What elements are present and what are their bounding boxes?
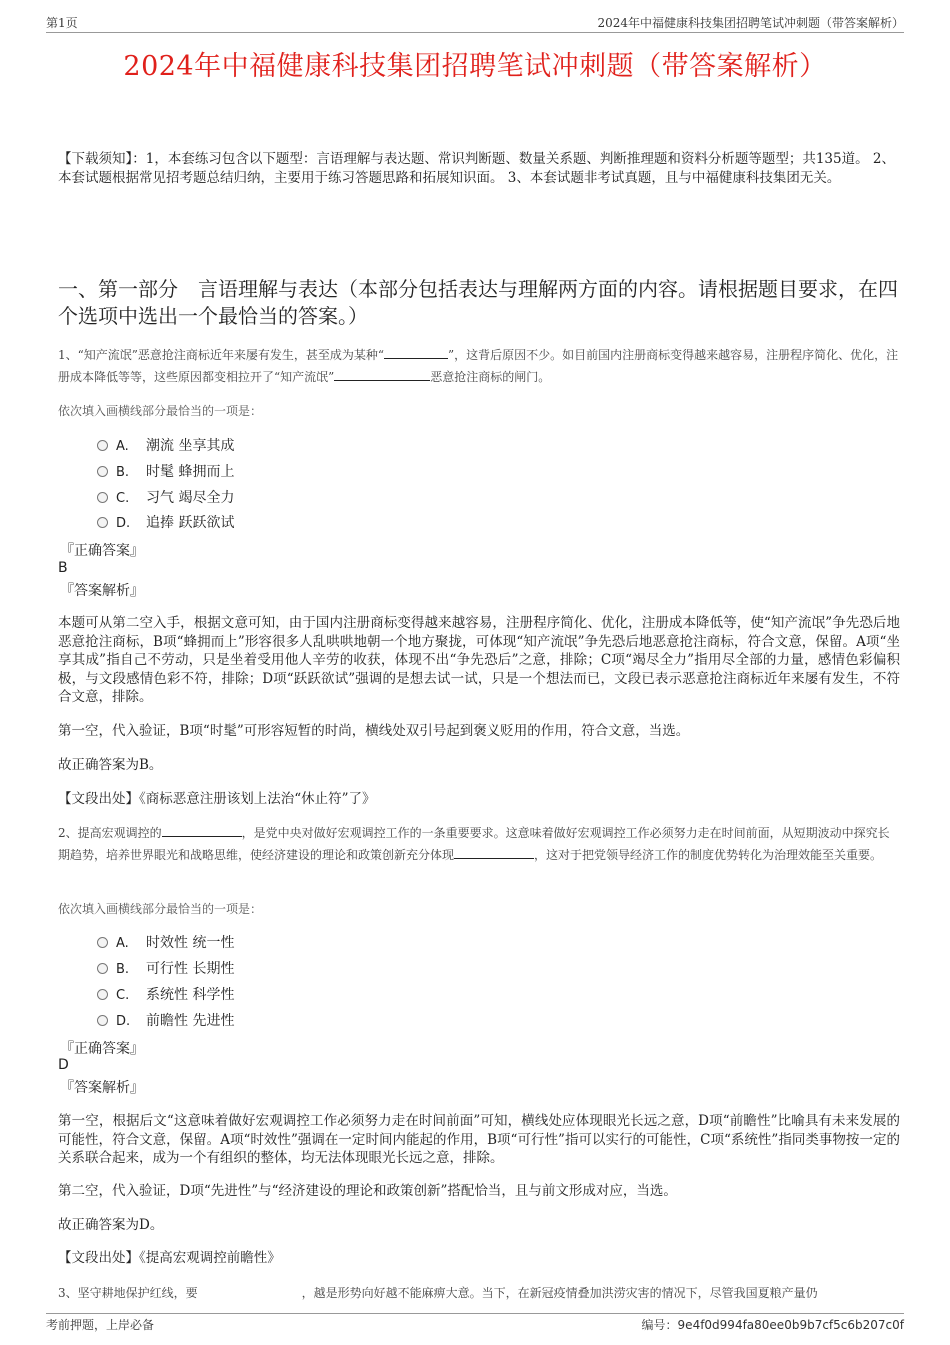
question-2-answer: D <box>58 1057 69 1073</box>
question-1-option-d[interactable]: D. 追捧 跃跃欲试 <box>97 513 234 533</box>
question-2-stem: 2、提高宏观调控的 ，是党中央对做好宏观调控工作的一条重要要求。这意味着做好宏观调控工作必须努力走在时间前面，从短期波动中探究长期趋势，培养世界眼光和战略思维，使经济建设的理论和政策创新充分体现 ，这对于把党领导经济工作的制度优势转化为治理效能至关重要。 <box>58 826 890 862</box>
question-1-option-b[interactable]: B. 时髦 蜂拥而上 <box>97 462 234 482</box>
radio-icon[interactable] <box>97 466 108 477</box>
fill-blank <box>334 368 430 381</box>
question-2-option-b[interactable]: B. 可行性 长期性 <box>97 959 234 979</box>
fill-blank <box>454 846 534 859</box>
question-1-analysis-3: 故正确答案为B。 <box>58 757 163 773</box>
question-1-analysis-1: 本题可从第二空入手，根据文意可知，由于国内注册商标变得越来越容易，注册程序简化、优化，注册成本降低等，使“知产流氓”争先恐后地恶意抢注商标，B项“蜂拥而上”形容很多人乱哄哄地朝一个地方聚拢，可体现“知产流氓”争先恐后地恶意抢注商标，符合文意，保留。A项“坐享其成”指自己不劳动，只是坐着受用他人辛劳的收获，体现不出“争先恐后”之意，排除；C项“竭尽全力”指用尽全部的力量，感情色彩偏积极，与文段感情色彩不符，排除；D项“跃跃欲试”强调的是想去试一试，只是一个想法而已，文段已表示恶意抢注商标近年来屡有发生，不符合文意，排除。 <box>58 615 900 705</box>
page-header <box>46 14 904 33</box>
question-2-analysis-3: 故正确答案为D。 <box>58 1217 164 1233</box>
radio-icon[interactable] <box>97 937 108 948</box>
question-1-answer: B <box>58 560 68 576</box>
correct-answer-label: 『正确答案』 <box>60 543 144 559</box>
question-1-stem: 1、“知产流氓”恶意抢注商标近年来屡有发生，甚至成为某种“ ”，这背后原因不少。如目前国内注册商标变得越来越容易，注册程序简化、优化，注册成本降低等等，这些原因都变相拉开了“知产流氓” 恶意抢注商标的闸门。 <box>58 348 899 384</box>
question-3-stem: 3、坚守耕地保护红线，要 ，越是形势向好越不能麻痹大意。当下，在新冠疫情叠加洪涝灾害的情况下，尽管我国夏粮产量仍 <box>58 1286 818 1300</box>
radio-icon[interactable] <box>97 963 108 974</box>
question-2-analysis-2: 第二空，代入验证，D项“先进性”与“经济建设的理论和政策创新”搭配恰当，且与前文形成对应，当选。 <box>58 1183 677 1199</box>
correct-answer-label: 『正确答案』 <box>60 1041 144 1057</box>
question-2-option-a[interactable]: A. 时效性 统一性 <box>97 933 234 953</box>
header-doc-title: 2024年中福健康科技集团招聘笔试冲刺题（带答案解析） <box>597 16 904 30</box>
question-2-source: 【文段出处】《提高宏观调控前瞻性》 <box>58 1250 281 1266</box>
question-2-ask: 依次填入画横线部分最恰当的一项是： <box>58 902 263 916</box>
analysis-label: 『答案解析』 <box>60 583 144 599</box>
download-notice: 【下载须知】：1，本套练习包含以下题型：言语理解与表达题、常识判断题、数量关系题、判断推理题和资料分析题等题型；共135道。 2、本套试题根据常见招考题总结归纳，主要用于练习答题思路和拓展知识面。 3、本套试题非考试真题，且与中福健康科技集团无关。 <box>58 151 895 186</box>
question-1-analysis-2: 第一空，代入验证，B项“时髦”可形容短暂的时尚，横线处双引号起到褒义贬用的作用，符合文意，当选。 <box>58 723 690 739</box>
radio-icon[interactable] <box>97 989 108 1000</box>
fill-blank <box>384 346 448 359</box>
question-1-option-a[interactable]: A. 潮流 坐享其成 <box>97 436 234 456</box>
section-heading: 一、第一部分 言语理解与表达（本部分包括表达与理解两方面的内容。请根据题目要求，在四个选项中选出一个最恰当的答案。） <box>58 277 898 328</box>
radio-icon[interactable] <box>97 440 108 451</box>
radio-icon[interactable] <box>97 1015 108 1026</box>
question-1-option-c[interactable]: C. 习气 竭尽全力 <box>97 488 234 508</box>
question-2-option-d[interactable]: D. 前瞻性 先进性 <box>97 1011 234 1031</box>
question-1-ask: 依次填入画横线部分最恰当的一项是： <box>58 404 263 418</box>
radio-icon[interactable] <box>97 492 108 503</box>
page-footer <box>46 1313 904 1334</box>
analysis-label: 『答案解析』 <box>60 1080 144 1096</box>
page-number: 第1页 <box>46 16 78 30</box>
fill-blank <box>162 824 242 837</box>
radio-icon[interactable] <box>97 517 108 528</box>
document-title: 2024年中福健康科技集团招聘笔试冲刺题（带答案解析） <box>123 51 827 82</box>
question-2-option-c[interactable]: C. 系统性 科学性 <box>97 985 234 1005</box>
footer-code: 编号：9e4f0d994fa80ee0b9b7cf5c6b207c0f <box>641 1318 904 1332</box>
question-1-source: 【文段出处】《商标恶意注册该划上法治“休止符”了》 <box>58 791 376 807</box>
question-2-analysis-1: 第一空，根据后文“这意味着做好宏观调控工作必须努力走在时间前面”可知，横线处应体现眼光长远之意，D项“前瞻性”比喻具有未来发展的可能性，符合文意，保留。A项“时效性”强调在一定时间内能起的作用，B项“可行性”指可以实行的可能性，C项“系统性”指同类事物按一定的关系联合起来，成为一个有组织的整体，均无法体现眼光长远之意，排除。 <box>58 1113 900 1166</box>
footer-slogan: 考前押题，上岸必备 <box>46 1318 155 1332</box>
